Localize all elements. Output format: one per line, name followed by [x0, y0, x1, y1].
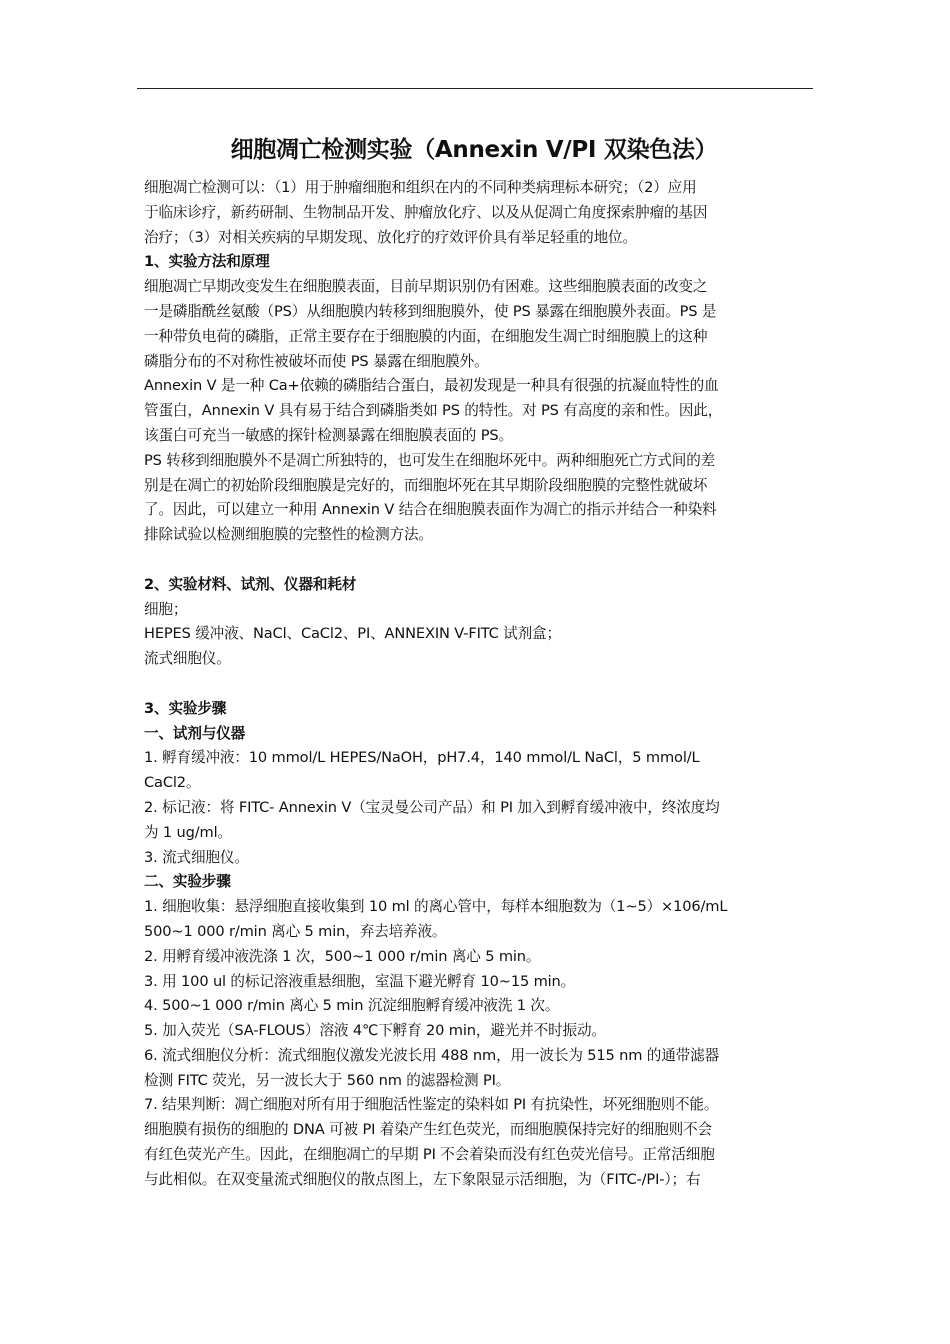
spacer [144, 548, 808, 573]
paragraph-line: 排除试验以检测细胞膜的完整性的检测方法。 [144, 526, 433, 544]
procedure-line: 3. 用 100 ul 的标记溶液重悬细胞，室温下避光孵育 10~15 min。 [144, 972, 576, 990]
procedure-line: 5. 加入荧光（SA-FLOUS）溶液 4℃下孵育 20 min，避光并不时振动。 [144, 1022, 606, 1040]
intro-line: 治疗；（3）对相关疾病的早期发现、放化疗的疗效评价具有举足轻重的地位。 [144, 228, 637, 246]
intro-line: 于临床诊疗，新药研制、生物制品开发、肿瘤放化疗、以及从促凋亡角度探索肿瘤的基因 [144, 203, 708, 221]
procedure-line: 检测 FITC 荧光，另一波长大于 560 nm 的滤器检测 PI。 [144, 1071, 511, 1089]
procedure-line: 500~1 000 r/min 离心 5 min，弃去培养液。 [144, 922, 447, 940]
paragraph-line: 管蛋白，Annexin V 具有易于结合到磷脂类如 PS 的特性。对 PS 有高度的亲和性。因此， [144, 402, 723, 420]
spacer [144, 672, 808, 697]
section-heading-steps: 3、实验步骤 [144, 699, 227, 717]
paragraph-line: PS 转移到细胞膜外不是凋亡所独特的，也可发生在细胞坏死中。两种细胞死亡方式间的差 [144, 451, 716, 469]
document-body [144, 176, 808, 1193]
section-heading-materials: 2、实验材料、试剂、仪器和耗材 [144, 575, 357, 593]
paragraph-line: Annexin V 是一种 Ca+依赖的磷脂结合蛋白，最初发现是一种具有很强的抗凝血特性的血 [144, 377, 719, 395]
procedure-line: 细胞膜有损伤的细胞的 DNA 可被 PI 着染产生红色荧光，而细胞膜保持完好的细胞则不会 [144, 1121, 712, 1139]
material-line: HEPES 缓冲液、NaCl、CaCl2、PI、ANNEXIN V-FITC 试剂盒； [144, 625, 561, 643]
subsection-heading-reagents: 一、试剂与仪器 [144, 724, 246, 742]
procedure-line: 7. 结果判断：凋亡细胞对所有用于细胞活性鉴定的染料如 PI 有抗染性，坏死细胞则不能。 [144, 1096, 719, 1114]
header-rule [137, 88, 813, 89]
subsection-heading-procedure: 二、实验步骤 [144, 873, 231, 891]
paragraph-line: 该蛋白可充当一敏感的探针检测暴露在细胞膜表面的 PS。 [144, 426, 513, 444]
page-title: 细胞凋亡检测实验（Annexin V/PI 双染色法） [230, 137, 718, 163]
procedure-line: 4. 500~1 000 r/min 离心 5 min 沉淀细胞孵育缓冲液洗 1 次。 [144, 997, 560, 1015]
procedure-line: 与此相似。在双变量流式细胞仪的散点图上，左下象限显示活细胞，为（FITC-/PI-）；右 [144, 1170, 701, 1188]
paragraph-line: 了。因此，可以建立一种用 Annexin V 结合在细胞膜表面作为凋亡的指示并结合一种染料 [144, 501, 717, 519]
paragraph-line: 磷脂分布的不对称性被破坏而使 PS 暴露在细胞膜外。 [144, 352, 489, 370]
paragraph-line: 一是磷脂酰丝氨酸（PS）从细胞膜内转移到细胞膜外，使 PS 暴露在细胞膜外表面。PS 是 [144, 302, 717, 320]
paragraph-line: 细胞凋亡早期改变发生在细胞膜表面，目前早期识别仍有困难。这些细胞膜表面的改变之 [144, 278, 708, 296]
material-line: 细胞； [144, 600, 188, 618]
procedure-line: 6. 流式细胞仪分析：流式细胞仪激发光波长用 488 nm，用一波长为 515 nm 的通带滤器 [144, 1046, 720, 1064]
paragraph-line: 别是在凋亡的初始阶段细胞膜是完好的，而细胞坏死在其早期阶段细胞膜的完整性就破坏 [144, 476, 708, 494]
procedure-line: 有红色荧光产生。因此，在细胞凋亡的早期 PI 不会着染而没有红色荧光信号。正常活细胞 [144, 1146, 715, 1164]
procedure-line: 2. 用孵育缓冲液洗涤 1 次，500~1 000 r/min 离心 5 min。 [144, 947, 541, 965]
material-line: 流式细胞仪。 [144, 650, 231, 668]
section-heading-methods: 1、实验方法和原理 [144, 253, 270, 271]
intro-line: 细胞凋亡检测可以：（1）用于肿瘤细胞和组织在内的不同种类病理标本研究；（2）应用 [144, 179, 697, 196]
procedure-line: 1. 细胞收集：悬浮细胞直接收集到 10 ml 的离心管中，每样本细胞数为（1~5）×106/mL [144, 898, 728, 916]
reagent-line: 1. 孵育缓冲液：10 mmol/L HEPES/NaOH，pH7.4，140 mmol/L NaCl，5 mmol/L [144, 749, 700, 767]
reagent-line: 为 1 ug/ml。 [144, 823, 232, 841]
reagent-line: 3. 流式细胞仪。 [144, 848, 249, 866]
reagent-line: 2. 标记液：将 FITC- Annexin V（宝灵曼公司产品）和 PI 加入到孵育缓冲液中，终浓度均 [144, 798, 720, 816]
paragraph-line: 一种带负电荷的磷脂，正常主要存在于细胞膜的内面，在细胞发生凋亡时细胞膜上的这种 [144, 327, 708, 345]
reagent-line: CaCl2。 [144, 774, 201, 792]
